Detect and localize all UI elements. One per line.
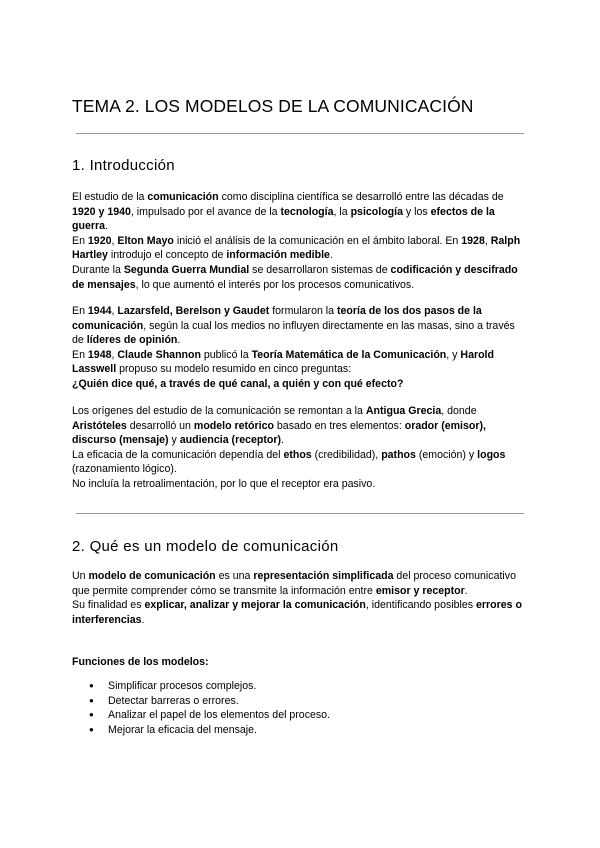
- paragraph-intro-3: Los orígenes del estudio de la comunicación se remontan a la Antigua Grecia, donde Aristóteles desarrolló un modelo retórico basado en tres elementos: orador (emisor), discurso (mensaje) y audiencia (receptor). La eficacia de la comunicación dependía del ethos (credibilidad), pathos (emoción) y logos (razonamiento lógico). No incluía la retroalimentación, por lo que el receptor era pasivo.: [72, 405, 506, 490]
- functions-heading: Funciones de los modelos:: [72, 656, 209, 668]
- paragraph-modelo-definition: Un modelo de comunicación es una representación simplificada del proceso comunicativo que permite comprender cómo se transmite la información entre emisor y receptor. Su finalidad es explicar, analizar y mejorar la comunicación, identificando posibles errores o interferencias.: [72, 570, 522, 626]
- paragraph-intro-2: En 1944, Lazarsfeld, Berelson y Gaudet formularon la teoría de los dos pasos de la comunicación, según la cual los medios no influyen directamente en las masas, sino a través de líderes de opinión. En 1948, Claude Shannon publicó la Teoría Matemática de la Comunicación, y Harold Lasswell propuso su modelo resumido en cinco preguntas: ¿Quién dice qué, a través de qué canal, a quién y con qué efecto?: [72, 305, 515, 390]
- divider: [76, 133, 524, 134]
- list-item: ● Simplificar procesos complejos.: [72, 679, 330, 694]
- divider: [76, 513, 524, 514]
- functions-list: [72, 679, 330, 738]
- section-heading-introduccion: 1. Introducción: [72, 157, 175, 174]
- list-item: ● Detectar barreras o errores.: [72, 694, 330, 709]
- paragraph-intro-1: El estudio de la comunicación como disciplina científica se desarrolló entre las décadas de 1920 y 1940, impulsado por el avance de la tecnología, la psicología y los efectos de la guerra. En 1920, Elton Mayo inició el análisis de la comunicación en el ámbito laboral. En 1928, Ralph Hartley introdujo el concepto de información medible. Durante la Segunda Guerra Mundial se desarrollaron sistemas de codificación y descifrado de mensajes, lo que aumentó el interés por los procesos comunicativos.: [72, 191, 521, 291]
- list-item: ● Mejorar la eficacia del mensaje.: [72, 723, 330, 738]
- page-title: TEMA 2. LOS MODELOS DE LA COMUNICACIÓN: [72, 96, 474, 116]
- list-item: ● Analizar el papel de los elementos del proceso.: [72, 708, 330, 723]
- section-heading-modelo: 2. Qué es un modelo de comunicación: [72, 538, 339, 555]
